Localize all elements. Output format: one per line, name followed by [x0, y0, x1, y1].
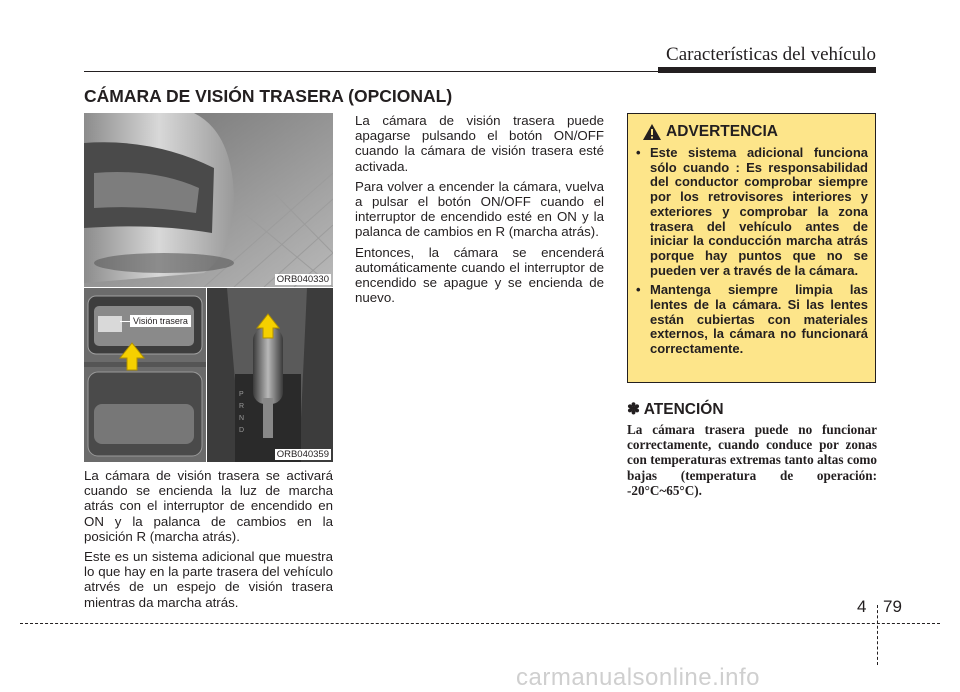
- callout-label: Visión trasera: [130, 315, 191, 327]
- gear-shift-photo: [207, 288, 333, 462]
- gear-shift-illustration: [207, 288, 333, 462]
- car-rear-photo: [84, 113, 333, 287]
- header-title: Características del vehículo: [666, 44, 876, 65]
- middle-column-text: [355, 113, 604, 310]
- warning-triangle-icon: [642, 123, 662, 141]
- header-rule-accent: [658, 67, 876, 73]
- paragraph: Entonces, la cámara se encenderá automáticamente cuando el interruptor de encendido se apague y se encienda de nuevo.: [355, 244, 604, 306]
- figure-caption: ORB040330: [276, 274, 329, 285]
- figure-caption: ORB040359: [276, 449, 329, 460]
- paragraph: La cámara de visión trasera se activará cuando se encienda la luz de marcha atrás con el interruptor de encendido en ON y la palanca de cambios en la posición R (marcha atrás).: [84, 468, 333, 544]
- warning-title: ADVERTENCIA: [666, 123, 778, 140]
- warning-item-text: Este sistema adicional funciona sólo cuando : Es responsabilidad del conductor comprobar siempre por los retrovisores interiores y exteriores y comprobar la zona trasera del vehículo antes de iniciar la conducción marcha atrás porque hay puntos que no se pueden ver a través de la cámara.: [650, 145, 868, 278]
- shift-letter: R: [239, 403, 245, 410]
- watermark: carmanualsonline.info: [516, 664, 760, 691]
- header-rule: [84, 71, 658, 72]
- left-column-text: [84, 468, 333, 615]
- mirror-photo: [84, 288, 206, 462]
- paragraph: La cámara de visión trasera puede apagarse pulsando el botón ON/OFF cuando la cámara de visión trasera esté activada.: [355, 113, 604, 174]
- warning-item: • Mantenga siempre limpia las lentes de la cámara. Si las lentes están cubiertas con materiales externos, la cámara no funcionará correctamente.: [636, 282, 868, 357]
- shift-letter: D: [239, 427, 245, 434]
- chapter-number: 4: [857, 597, 867, 616]
- section-title: CÁMARA DE VISIÓN TRASERA (OPCIONAL): [84, 86, 453, 106]
- footer-divider: [877, 605, 878, 665]
- warning-list: [634, 146, 868, 362]
- note-symbol-icon: ✽: [627, 401, 640, 418]
- warning-header: [642, 123, 778, 141]
- note-header: [627, 400, 724, 419]
- car-rear-illustration: [84, 113, 333, 287]
- note-text: La cámara trasera puede no funcionar correctamente, cuando conduce por zonas con temperaturas extremas tanto altas como bajas (temperatura de operación: -20°C~65°C).: [627, 422, 877, 498]
- warning-item: • Este sistema adicional funciona sólo cuando : Es responsabilidad del conductor comprobar siempre por los retrovisores interiores y exteriores y comprobar la zona trasera del vehículo antes de iniciar la conducción marcha atrás porque hay puntos que no se pueden ver a través de la cámara.: [636, 145, 868, 278]
- note-title: ATENCIÓN: [643, 401, 724, 418]
- callout-leader: [120, 321, 130, 322]
- warning-box: [627, 113, 876, 383]
- shift-letter: N: [239, 415, 245, 422]
- page-number: 79: [883, 597, 902, 616]
- paragraph: Este es un sistema adicional que muestra lo que hay en la parte trasera del vehículo atrvés de un espejo de visión trasera mientras da marcha atrás.: [84, 549, 333, 610]
- warning-item-text: Mantenga siempre limpia las lentes de la cámara. Si las lentes están cubiertas con materiales externos, la cámara no funcionará correctamente.: [650, 282, 868, 357]
- shift-letter: P: [239, 391, 244, 398]
- paragraph: Para volver a encender la cámara, vuelva a pulsar el botón ON/OFF cuando el interruptor de encendido esté en ON y la palanca de cambios en R (marcha atrás).: [355, 178, 604, 240]
- footer-rule: [20, 623, 940, 624]
